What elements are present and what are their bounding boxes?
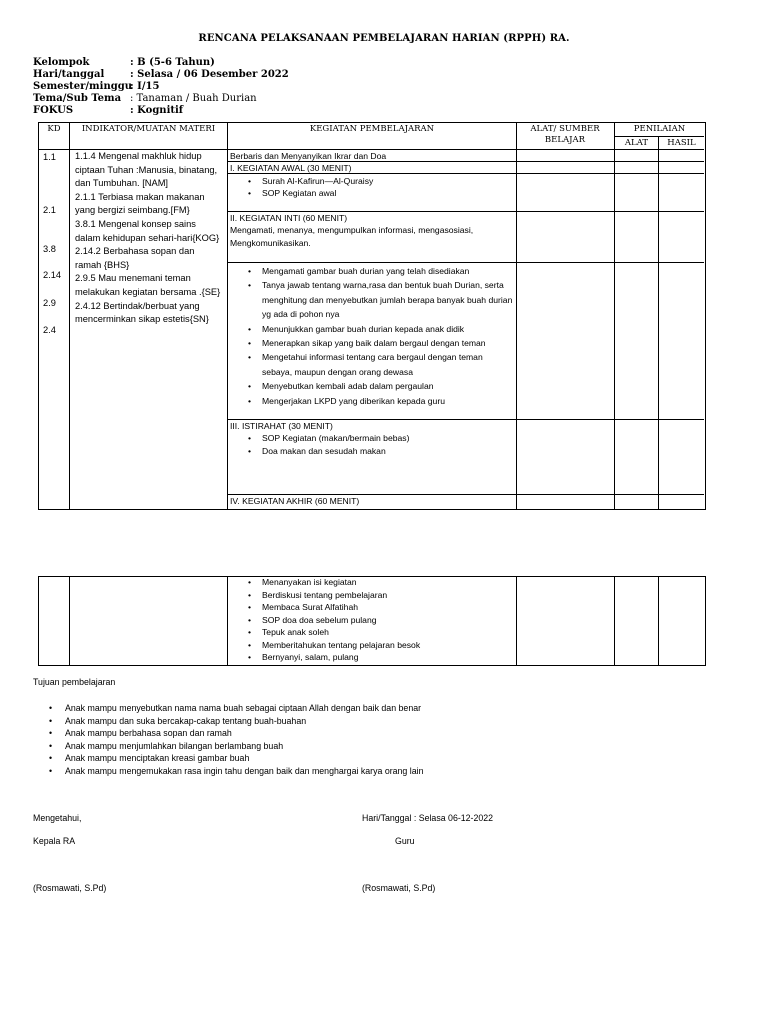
meta-row-semester: Semester/minggu: I/15	[33, 81, 160, 92]
col-divider	[614, 576, 615, 665]
kd-code: 2.4	[43, 325, 56, 335]
meta-row-hari: Hari/tanggal : Selasa / 06 Desember 2022	[33, 69, 289, 80]
meta-row-tema: Tema/Sub Tema : Tanaman / Buah Durian	[33, 93, 257, 104]
list-item: • Membaca Surat Alfatihah	[230, 601, 515, 614]
list-item: • Anak mampu dan suka bercakap-cakap tentang buah-buahan	[33, 715, 733, 728]
header-kegiatan: KEGIATAN PEMBELAJARAN	[309, 124, 435, 134]
kegiatan-istirahat-list	[230, 432, 515, 458]
list-item: • Mengerjakan LKPD yang diberikan kepada guru	[230, 394, 513, 408]
header-kd: KD	[47, 124, 61, 134]
kegiatan-inti-desc: Mengamati, menanya, mengumpulkan informasi, mengasosiasi, Mengkomunikasikan.	[230, 225, 474, 248]
kd-code: 2.14	[43, 270, 62, 280]
list-item: • Bernyanyi, salam, pulang	[230, 651, 515, 664]
nama-guru: (Rosmawati, S.Pd)	[362, 883, 436, 893]
list-item: • Anak mampu mengemukakan rasa ingin tahu dengan baik dan menghargai karya orang lain	[33, 765, 733, 778]
tujuan-list	[33, 702, 733, 778]
header-penilaian: PENILAIAN	[633, 124, 686, 134]
list-item: • Memberitahukan tentang pelajaran besok	[230, 639, 515, 652]
kd-code: 2.9	[43, 298, 56, 308]
list-item: • SOP doa doa sebelum pulang	[230, 614, 515, 627]
indikator-item: 3.8.1 Mengenal konsep sains dalam kehidupan sehari-hari{KOG}	[75, 218, 220, 243]
kegiatan-awal-title: I. KEGIATAN AWAL (30 MENIT)	[230, 163, 352, 173]
list-item: • Menyebutkan kembali adab dalam pergaulan	[230, 379, 513, 393]
indikator-item: 2.14.2 Berbahasa sopan dan ramah {BHS}	[75, 246, 195, 270]
kegiatan-akhir-title: IV. KEGIATAN AKHIR (60 MENIT)	[230, 496, 360, 506]
list-item: • Anak mampu menjumlahkan bilangan berlambang buah	[33, 740, 733, 753]
kd-code: 2.1	[43, 205, 56, 215]
kd-code: 1.1	[43, 152, 56, 162]
list-item: • Doa makan dan sesudah makan	[230, 445, 515, 458]
list-item: • Surah Al-Kafirun—Al-Quraisy	[230, 175, 515, 187]
header-hasil: HASIL	[667, 138, 696, 148]
kd-code: 3.8	[43, 244, 56, 254]
col-divider	[658, 576, 659, 665]
meta-row-kelompok: Kelompok : B (5-6 Tahun)	[33, 57, 215, 68]
nama-kepala: (Rosmawati, S.Pd)	[33, 883, 107, 893]
kegiatan-awal-list	[230, 175, 515, 199]
list-item: • Mengamati gambar buah durian yang telah disediakan	[230, 264, 513, 278]
mengetahui-label: Mengetahui,	[33, 813, 82, 823]
list-item: • Berdiskusi tentang pembelajaran	[230, 589, 515, 602]
kegiatan-pembuka: Berbaris dan Menyanyikan Ikrar dan Doa	[230, 151, 387, 161]
list-item: • Mengetahui informasi tentang cara bergaul dengan teman sebaya, maupun dengan orang dewasa	[230, 350, 513, 379]
indikator-item: 2.4.12 Bertindak/berbuat yang mencerminkan sikap estetis{SN}	[75, 300, 209, 325]
meta-block	[33, 57, 289, 117]
row-divider	[227, 262, 704, 263]
indikator-item: 2.1.1 Terbiasa makan makanan yang bergizi seimbang.[FM}	[75, 191, 205, 216]
list-item: • Tepuk anak soleh	[230, 626, 515, 639]
kegiatan-inti-title: II. KEGIATAN INTI (60 MENIT)	[230, 213, 348, 223]
header-divider	[614, 136, 704, 137]
kegiatan-istirahat-title: III. ISTIRAHAT (30 MENIT)	[230, 421, 333, 431]
col-divider	[227, 122, 228, 509]
list-item: • Anak mampu menciptakan kreasi gambar buah	[33, 752, 733, 765]
header-alat-sumber: ALAT/ SUMBER BELAJAR	[530, 124, 600, 145]
meta-row-fokus: FOKUS : Kognitif	[33, 105, 184, 116]
indikator-item: 1.1.4 Mengenal makhluk hidup ciptaan Tuhan :Manusia, binatang, dan Tumbuhan. [NAM]	[75, 151, 218, 189]
kegiatan-inti-list	[230, 264, 513, 408]
list-item: • Anak mampu berbahasa sopan dan ramah	[33, 727, 733, 740]
indikator-item: 2.9.5 Mau menemani teman melakukan kegiatan bersama .{SE}	[75, 273, 221, 297]
hari-tanggal-label: Hari/Tanggal : Selasa 06-12-2022	[362, 813, 494, 823]
list-item: • Menunjukkan gambar buah durian kepada anak didik	[230, 322, 513, 336]
tujuan-title: Tujuan pembelajaran	[33, 677, 116, 687]
guru-label: Guru	[395, 836, 415, 846]
header-alat: ALAT	[624, 138, 649, 148]
col-divider	[516, 576, 517, 665]
kepala-label: Kepala RA	[33, 836, 76, 846]
list-item: • Menanyakan isi kegiatan	[230, 576, 515, 589]
indikator-list	[75, 150, 223, 327]
kegiatan-akhir-list	[230, 576, 515, 664]
list-item: • SOP Kegiatan (makan/bermain bebas)	[230, 432, 515, 445]
document-title: RENCANA PELAKSANAAN PEMBELAJARAN HARIAN (RPPH) RA.	[198, 33, 570, 44]
col-divider	[69, 122, 70, 509]
list-item: • SOP Kegiatan awal	[230, 187, 515, 199]
col-divider	[614, 122, 615, 509]
col-divider	[69, 576, 70, 665]
col-divider	[227, 576, 228, 665]
col-divider	[658, 136, 659, 509]
list-item: • Tanya jawab tentang warna,rasa dan bentuk buah Durian, serta menghitung dan menyebutkan jumlah berapa banyak buah durian yg ada di pohon nya	[230, 278, 513, 321]
list-item: • Anak mampu menyebutkan nama nama buah sebagai ciptaan Allah dengan baik dan benar	[33, 702, 733, 715]
col-divider	[516, 122, 517, 509]
header-indikator: INDIKATOR/MUATAN MATERI	[81, 124, 216, 134]
list-item: • Menerapkan sikap yang baik dalam bergaul dengan teman	[230, 336, 513, 350]
